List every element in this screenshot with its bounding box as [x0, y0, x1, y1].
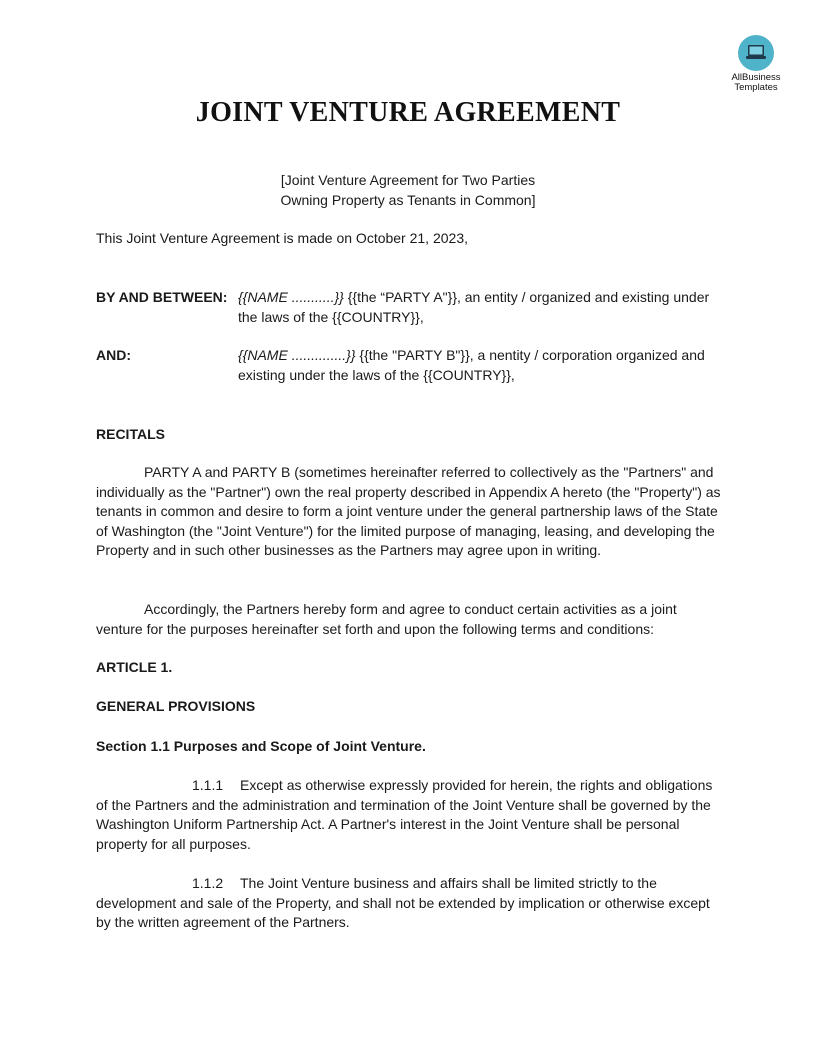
logo-text-line1: AllBusiness	[731, 72, 781, 83]
document-title: JOINT VENTURE AGREEMENT	[195, 97, 621, 128]
party-a-name-placeholder: {{NAME ...........}}	[238, 289, 344, 305]
article-title: GENERAL PROVISIONS	[96, 698, 256, 714]
clause-1-1-2	[96, 874, 726, 933]
party-b-label: AND:	[96, 347, 131, 363]
subtitle-line-1: [Joint Venture Agreement for Two Parties	[280, 172, 536, 188]
logo-text-line2: Templates	[734, 82, 778, 93]
recitals-paragraph-1	[96, 463, 726, 561]
document-subtitle	[0, 171, 816, 210]
recitals-heading: RECITALS	[96, 426, 165, 442]
party-a-text-line2: the laws of the {{COUNTRY}},	[238, 308, 424, 325]
party-b-name-placeholder: {{NAME ..............}}	[238, 347, 356, 363]
article-heading: ARTICLE 1.	[96, 659, 173, 675]
subtitle-line-2: Owning Property as Tenants in Common]	[280, 191, 536, 208]
recitals-paragraph-1-text: PARTY A and PARTY B (sometimes hereinafter referred to collectively as the "Partners" and individually as the "Partner") own the real property described in Appendix A hereto (the "Property") as tenants in common and desire to form a joint venture under the general partnership laws of the State of Washington (the "Joint Venture") for the limited purpose of managing, leasing, and developing the Property and in such other businesses as the Partners may agree upon in writing.	[96, 464, 721, 558]
recitals-paragraph-2	[96, 600, 726, 639]
clause-text: The Joint Venture business and affairs shall be limited strictly to the development and sale of the Property, and shall not be extended by implication or otherwise except by the written agreement of the Partners.	[96, 875, 710, 930]
clause-number: 1.1.1	[192, 777, 224, 793]
party-a-details	[238, 288, 718, 327]
intro-paragraph: This Joint Venture Agreement is made on October 21, 2023,	[96, 230, 468, 246]
party-b-text: {{the "PARTY B"}}, a nentity / corporation organized and	[355, 347, 705, 363]
party-a-text: {{the “PARTY A"}}, an entity / organized and existing under	[343, 289, 710, 305]
clause-number: 1.1.2	[192, 875, 224, 891]
laptop-icon	[738, 35, 774, 71]
section-title: Section 1.1 Purposes and Scope of Joint Venture.	[96, 738, 426, 754]
party-a-label: BY AND BETWEEN:	[96, 289, 228, 305]
clause-1-1-1	[96, 776, 726, 854]
allbusiness-templates-logo	[726, 35, 786, 93]
clause-text: Except as otherwise expressly provided for herein, the rights and obligations of the Partners and the administration and termination of the Joint Venture shall be governed by the Washington Uniform Partnership Act. A Partner's interest in the Joint Venture shall be personal property for all purposes.	[96, 777, 713, 852]
party-b-text-line2: existing under the laws of the {{COUNTRY}},	[238, 366, 515, 383]
party-b-details	[238, 346, 718, 385]
recitals-paragraph-2-text: Accordingly, the Partners hereby form and agree to conduct certain activities as a joint venture for the purposes hereinafter set forth and upon the following terms and conditions:	[96, 601, 677, 637]
